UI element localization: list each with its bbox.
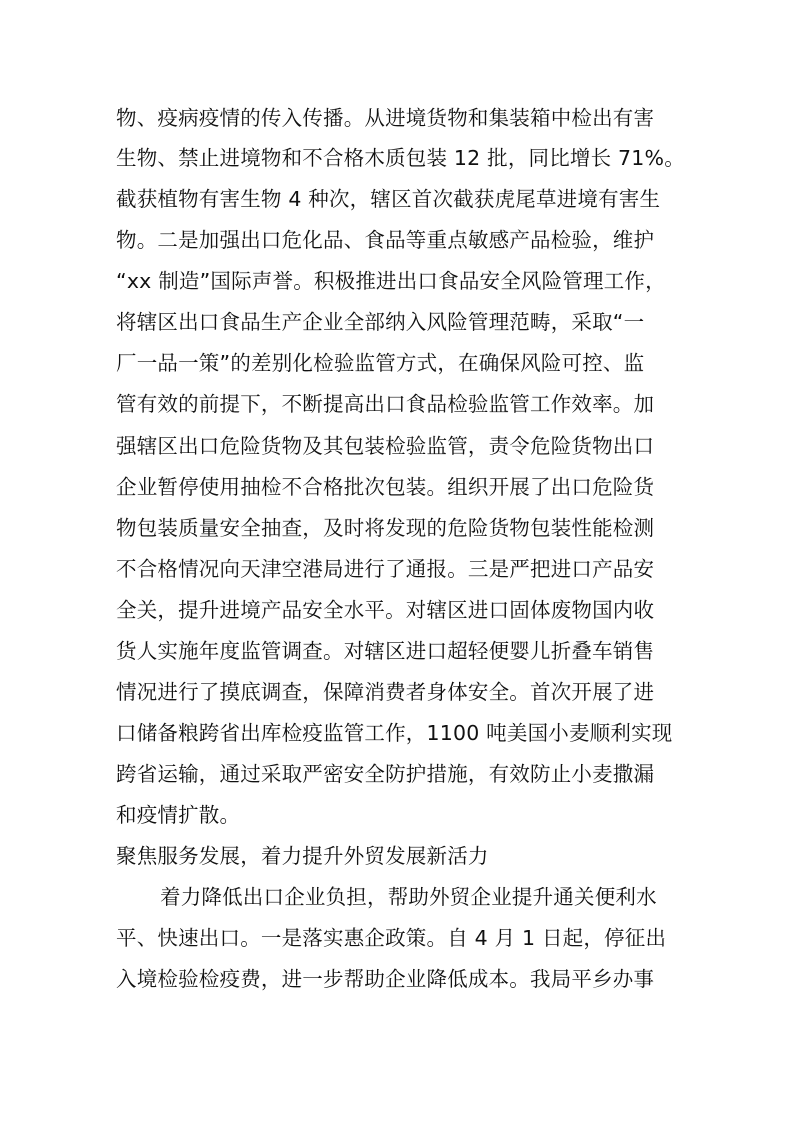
paragraph-line: 将辖区出口食品生产企业全部纳入风险管理范畴，采取“一 <box>116 310 645 334</box>
paragraph-line: 平、快速出口。一是落实惠企政策。自 4 月 1 日起，停征出 <box>116 926 667 950</box>
paragraph-line: 不合格情况向天津空港局进行了通报。三是严把进口产品安 <box>116 557 655 581</box>
paragraph-line: “xx 制造”国际声誉。积极推进出口食品安全风险管理工作， <box>116 269 666 293</box>
paragraph-line: 物。二是加强出口危化品、食品等重点敏感产品检验，维护 <box>116 228 655 252</box>
paragraph-line: 生物、禁止进境物和不合格木质包装 12 批，同比增长 71%。 <box>116 146 685 170</box>
section-heading: 聚焦服务发展，着力提升外贸发展新活力 <box>116 844 489 868</box>
paragraph-line: 厂一品一策”的差别化检验监管方式，在确保风险可控、监 <box>116 351 645 375</box>
paragraph-line: 企业暂停使用抽检不合格批次包装。组织开展了出口危险货 <box>116 475 655 499</box>
paragraph-line: 管有效的前提下，不断提高出口食品检验监管工作效率。加 <box>116 392 655 416</box>
paragraph-line: 货人实施年度监管调查。对辖区进口超轻便婴儿折叠车销售 <box>116 639 655 663</box>
paragraph-line: 强辖区出口危险货物及其包装检验监管，责令危险货物出口 <box>116 434 655 458</box>
paragraph-line: 和疫情扩散。 <box>116 803 241 827</box>
paragraph-line: 口储备粮跨省出库检疫监管工作，1100 吨美国小麦顺利实现 <box>116 721 673 745</box>
paragraph-line: 情况进行了摸底调查，保障消费者身体安全。首次开展了进 <box>116 680 655 704</box>
paragraph-line: 截获植物有害生物 4 种次，辖区首次截获虎尾草进境有害生 <box>116 187 661 211</box>
paragraph-line: 入境检验检疫费，进一步帮助企业降低成本。我局平乡办事 <box>116 967 655 991</box>
paragraph-line: 跨省运输，通过采取严密安全防护措施，有效防止小麦撒漏 <box>116 762 655 786</box>
paragraph-line: 物、疫病疫情的传入传播。从进境货物和集装箱中检出有害 <box>116 106 655 130</box>
paragraph-line: 着力降低出口企业负担，帮助外贸企业提升通关便利水 <box>160 885 657 909</box>
paragraph-line: 物包装质量安全抽查，及时将发现的危险货物包装性能检测 <box>116 516 655 540</box>
paragraph-line: 全关，提升进境产品安全水平。对辖区进口固体废物国内收 <box>116 598 655 622</box>
